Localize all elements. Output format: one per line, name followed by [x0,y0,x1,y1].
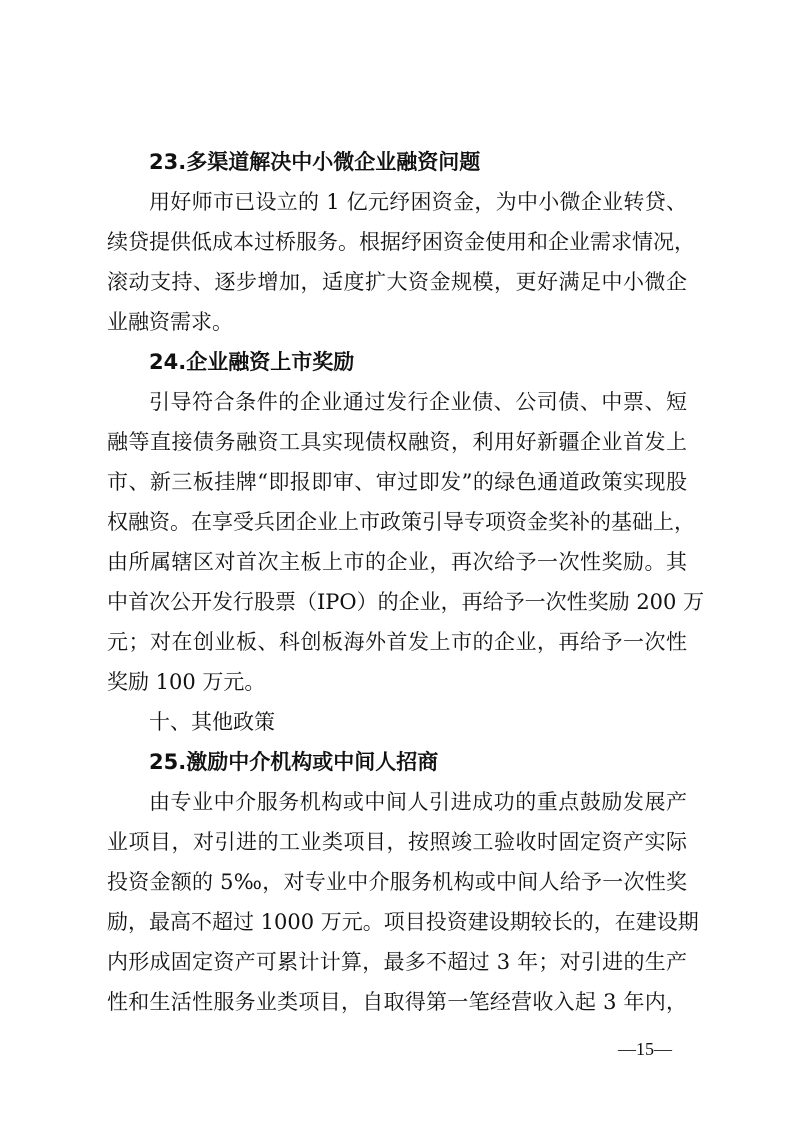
paragraph-line: 投资金额的 5‰，对专业中介服务机构或中间人给予一次性奖 [107,870,687,894]
paragraph-line: 融等直接债务融资工具实现债权融资，利用好新疆企业首发上 [107,430,687,454]
paragraph-line: 励，最高不超过 1000 万元。项目投资建设期较长的，在建设期 [107,910,699,934]
paragraph-line: 中首次公开发行股票（IPO）的企业，再给予一次性奖励 200 万 [107,590,705,614]
chapter-heading-10: 十、其他政策 [149,710,275,734]
document-body [107,142,705,1022]
paragraph-line: 滚动支持、逐步增加，适度扩大资金规模，更好满足中小微企 [107,270,687,294]
paragraph-line: 性和生活性服务业类项目，自取得第一笔经营收入起 3 年内， [107,990,687,1014]
section-heading-24: 24.企业融资上市奖励 [149,350,355,374]
paragraph-line: 内形成固定资产可累计计算，最多不超过 3 年；对引进的生产 [107,950,687,974]
section-heading-23: 23.多渠道解决中小微企业融资问题 [149,150,481,174]
paragraph-line: 续贷提供低成本过桥服务。根据纾困资金使用和企业需求情况， [107,230,695,254]
paragraph-line: 奖励 100 万元。 [107,670,266,694]
page-number: —15— [618,1039,672,1059]
paragraph-line: 引导符合条件的企业通过发行企业债、公司债、中票、短 [149,390,687,414]
paragraph-line: 由所属辖区对首次主板上市的企业，再次给予一次性奖励。其 [107,550,687,574]
paragraph-line: 元；对在创业板、科创板海外首发上市的企业，再给予一次性 [107,630,687,654]
section-heading-25: 25.激励中介机构或中间人招商 [149,750,439,774]
paragraph-line: 权融资。在享受兵团企业上市政策引导专项资金奖补的基础上， [107,510,695,534]
paragraph-line: 业融资需求。 [107,310,233,334]
paragraph-line: 市、新三板挂牌“即报即审、审过即发”的绿色通道政策实现股 [107,470,687,494]
paragraph-line: 由专业中介服务机构或中间人引进成功的重点鼓励发展产 [149,790,687,814]
paragraph-line: 用好师市已设立的 1 亿元纾困资金，为中小微企业转贷、 [149,190,687,214]
paragraph-line: 业项目，对引进的工业类项目，按照竣工验收时固定资产实际 [107,830,687,854]
